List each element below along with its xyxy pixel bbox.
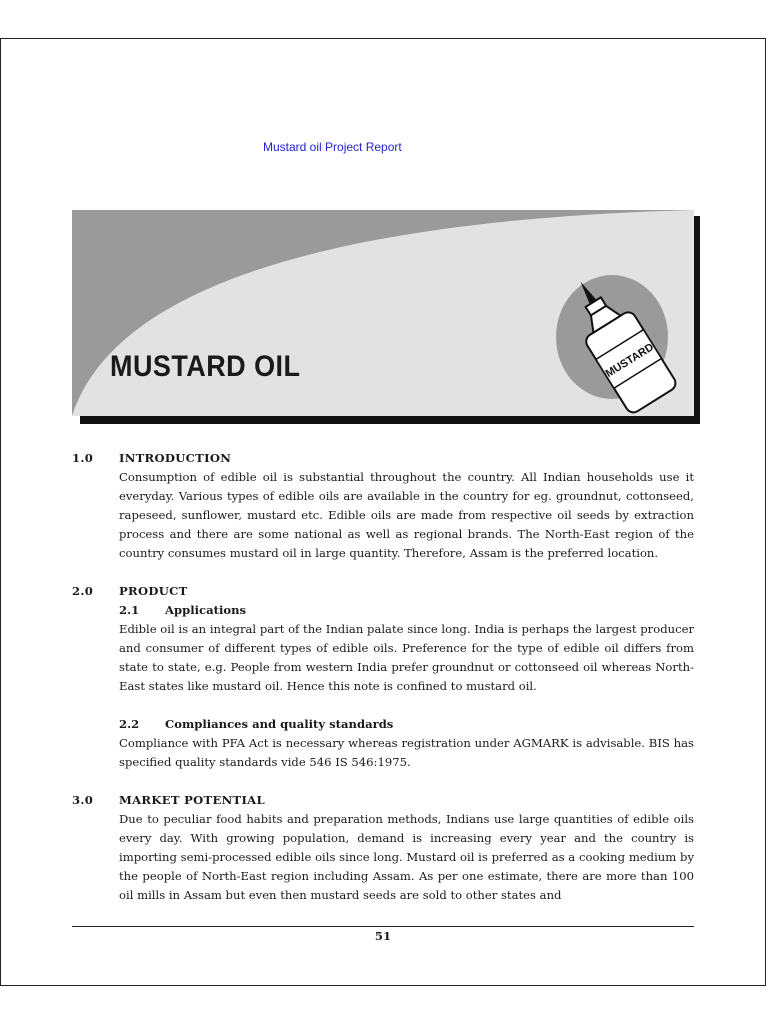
bottle-label: MUSTARD	[603, 341, 656, 381]
section-title: PRODUCT	[119, 584, 188, 598]
page-number: 51	[374, 929, 392, 943]
applications-paragraph: Edible oil is an integral part of the Indian palate since long. India is perhaps the largest producer and consumer of different types of edible oils. Preference for the type of edible oil differs from state to state, e.g. People from western India prefer groundnut or cottonseed oil whereas North-East states like mustard oil. Hence this note is confined to mustard oil.	[119, 622, 694, 693]
subsection-number: 2.2	[119, 717, 140, 731]
document-body	[72, 449, 694, 905]
section-heading-product	[72, 582, 694, 601]
subsection-number: 2.1	[119, 603, 140, 617]
chapter-banner	[72, 210, 702, 426]
footer-rule	[72, 926, 694, 927]
section-title: INTRODUCTION	[119, 451, 232, 465]
banner-graphic	[72, 210, 702, 426]
introduction-paragraph: Consumption of edible oil is substantial throughout the country. All Indian households use it everyday. Various types of edible oils are available in the country for eg. groundnut, cottonseed, rapeseed, sunflower, mustard etc. Edible oils are made from respective oil seeds by extraction process and there are some national as well as regional brands. The North-East region of the country consumes mustard oil in large quantity. Therefore, Assam is the preferred location.	[119, 470, 694, 560]
compliances-paragraph: Compliance with PFA Act is necessary whereas registration under AGMARK is advisable. BIS has specified quality standards vide 546 IS 546:1975.	[119, 736, 694, 769]
report-title-link[interactable]: Mustard oil Project Report	[263, 140, 402, 154]
section-number: 1.0	[72, 451, 94, 465]
subsection-title: Compliances and quality standards	[165, 717, 394, 731]
section-number: 3.0	[72, 793, 94, 807]
section-title: MARKET POTENTIAL	[119, 793, 265, 807]
subsection-title: Applications	[165, 603, 247, 617]
subsection-heading-compliances	[72, 715, 694, 734]
subsection-heading-applications	[72, 601, 694, 620]
chapter-title: MUSTARD OIL	[110, 350, 301, 383]
market-potential-paragraph: Due to peculiar food habits and preparation methods, Indians use large quantities of edible oils every day. With growing population, demand is increasing every year and the country is importing semi-processed edible oils since long. Mustard oil is preferred as a cooking medium by the people of North-East region including Assam. As per one estimate, there are more than 100 oil mills in Assam but even then mustard seeds are sold to other states and	[119, 812, 694, 902]
section-heading-market-potential	[72, 791, 694, 810]
section-heading-introduction	[72, 449, 694, 468]
section-number: 2.0	[72, 584, 94, 598]
